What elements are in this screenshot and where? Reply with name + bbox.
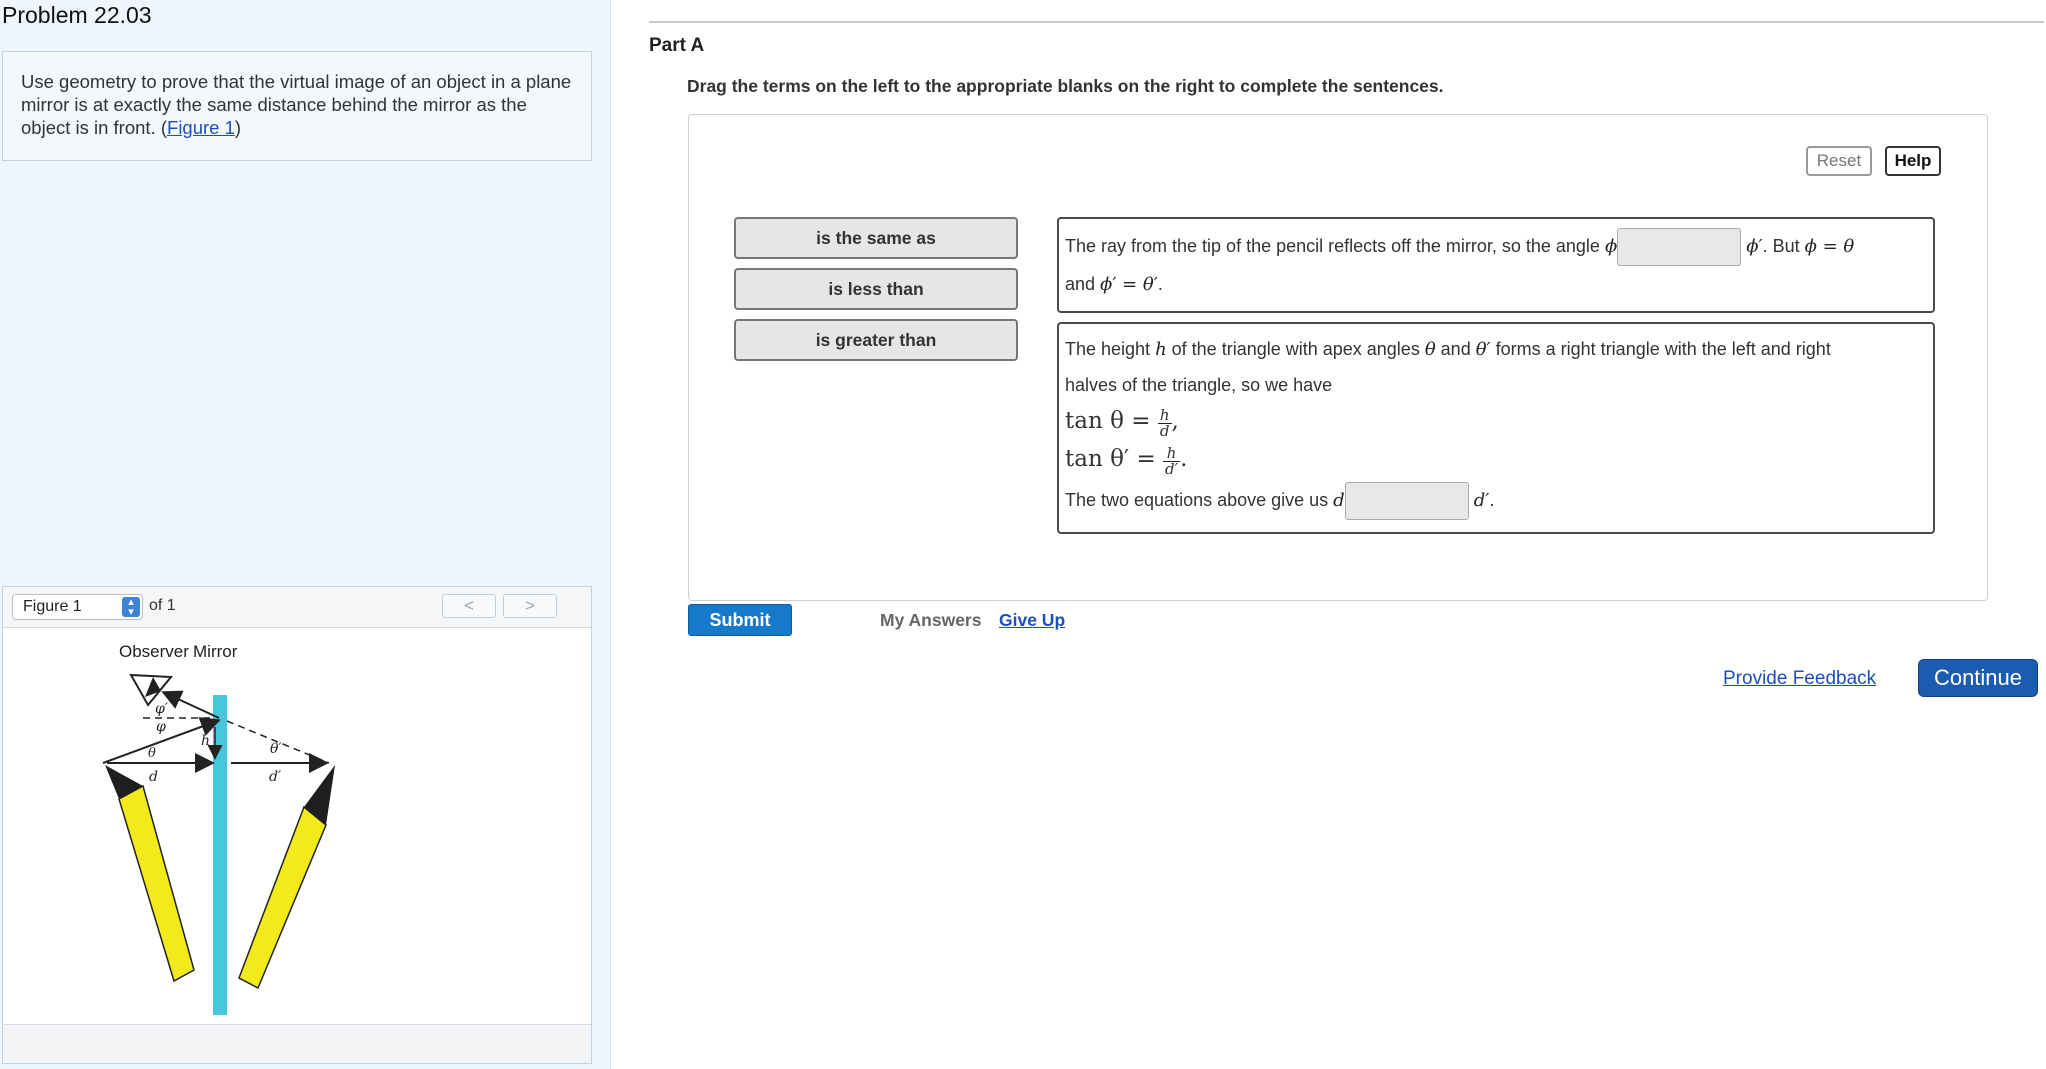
s2-text-1: The height — [1065, 339, 1156, 359]
drag-and-drop-panel — [688, 114, 1988, 601]
drop-blank-1[interactable] — [1617, 228, 1741, 266]
eq1-den: d — [1159, 421, 1170, 440]
eq2-end: . — [1180, 446, 1188, 472]
eq2-num: h — [1163, 446, 1180, 462]
eq2-den: d′ — [1165, 459, 1179, 478]
s1-and: and — [1065, 274, 1101, 294]
s2-theta: θ — [1424, 339, 1436, 360]
sentence-1 — [1057, 217, 1935, 313]
figure-link[interactable]: Figure 1 — [167, 117, 235, 138]
theta-prime-label: θ′ — [270, 741, 282, 757]
figure-panel — [2, 586, 592, 1064]
observer-label: Observer — [119, 645, 189, 661]
s1-phi: ϕ — [1604, 236, 1618, 257]
mirror-label: Mirror — [193, 645, 238, 661]
left-pane — [0, 0, 611, 1069]
mirror-figure — [93, 645, 493, 1025]
part-title: Part A — [649, 35, 705, 56]
s2-d: d — [1333, 490, 1345, 511]
figure-count: of 1 — [149, 597, 176, 614]
give-up-link[interactable]: Give Up — [999, 610, 1066, 630]
term-greater-than[interactable]: is greater than — [734, 319, 1018, 361]
problem-text: Use geometry to prove that the virtual image of an object in a plane mirror is at exactly the same distance behind the mirror as the object is in front. ( — [21, 71, 572, 138]
s2-h: h — [1155, 339, 1167, 360]
pencil-body — [119, 786, 194, 981]
eq1-num: h — [1159, 405, 1170, 424]
sentence-2 — [1057, 322, 1935, 534]
figure-footer — [3, 1024, 591, 1063]
s2-text-4: forms a right triangle with the left and right — [1490, 339, 1831, 359]
drop-blank-2[interactable] — [1345, 482, 1469, 520]
figure-select-value: Figure 1 — [23, 598, 82, 615]
submit-button[interactable]: Submit — [688, 604, 792, 636]
phi-prime-label: φ′ — [155, 701, 168, 717]
help-button[interactable]: Help — [1885, 146, 1941, 176]
instructions: Drag the terms on the left to the appropriate blanks on the right to complete the sentences. — [687, 76, 1444, 96]
figure-select[interactable] — [12, 594, 143, 620]
s2-text-2: of the triangle with apex angles — [1166, 339, 1425, 359]
s2-final: The two equations above give us — [1065, 490, 1334, 510]
s1-phi-prime-eq: ϕ′ = θ′ — [1100, 274, 1158, 295]
s1-phi-prime: ϕ′ — [1746, 236, 1763, 257]
s1-phi-eq-theta: ϕ = θ — [1804, 236, 1855, 257]
s1-period: . — [1157, 274, 1163, 294]
select-arrows-icon: ▴ ▾ — [122, 597, 140, 617]
image-pencil-body — [239, 807, 326, 988]
s1-but: . But — [1762, 236, 1805, 256]
my-answers-link[interactable]: My Answers — [880, 610, 982, 630]
d-label: d — [149, 769, 158, 785]
eq1-end: , — [1171, 408, 1179, 434]
continue-button[interactable]: Continue — [1918, 659, 2038, 697]
right-pane — [612, 0, 2046, 1069]
s2-theta-prime: θ′ — [1475, 339, 1491, 360]
term-same-as[interactable]: is the same as — [734, 217, 1018, 259]
h-label: h — [201, 733, 211, 749]
figure-toolbar — [3, 587, 591, 628]
s2-line-2: halves of the triangle, so we have — [1065, 375, 1333, 395]
eq2-lhs: tan θ′ = — [1065, 446, 1164, 472]
s2-text-3: and — [1435, 339, 1476, 359]
provide-feedback-link[interactable]: Provide Feedback — [1723, 668, 1877, 689]
problem-text-end: ) — [234, 117, 242, 138]
d-prime-label: d′ — [269, 769, 282, 785]
s2-d-prime: d′ — [1473, 490, 1490, 511]
phi-label: φ — [156, 719, 166, 735]
divider — [649, 21, 2044, 23]
term-less-than[interactable]: is less than — [734, 268, 1018, 310]
problem-statement — [2, 51, 592, 161]
reset-button[interactable]: Reset — [1806, 146, 1872, 176]
eq2-fraction — [1163, 443, 1180, 478]
eq1-lhs: tan θ = — [1065, 408, 1158, 434]
s2-final-end: . — [1489, 490, 1495, 510]
reflected-ray — [165, 693, 219, 718]
prev-figure-button[interactable]: < — [442, 594, 496, 618]
next-figure-button[interactable]: > — [503, 594, 557, 618]
theta-label: θ — [148, 746, 156, 761]
s1-text: The ray from the tip of the pencil reflects off the mirror, so the angle — [1065, 236, 1605, 256]
problem-title: Problem 22.03 — [2, 2, 152, 28]
eq1-fraction — [1158, 405, 1172, 440]
